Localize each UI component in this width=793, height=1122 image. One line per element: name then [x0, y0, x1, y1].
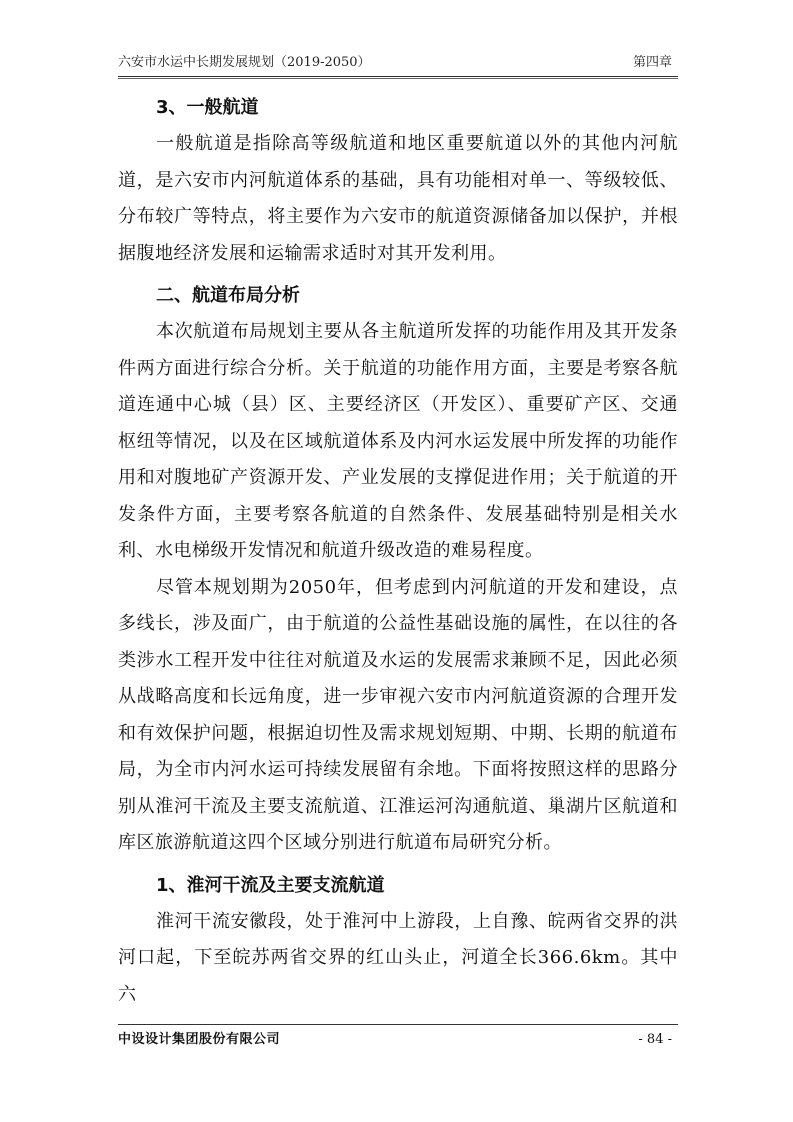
page-footer: [118, 1028, 678, 1052]
page-number: - 84 -: [638, 1032, 672, 1047]
paragraph: 一般航道是指除高等级航道和地区重要航道以外的其他内河航道，是六安市内河航道体系的基础，具有功能相对单一、等级较低、分布较广等特点，将主要作为六安市的航道资源储备加以保护，并根据腹地经济发展和运输需求适时对其开发利用。: [118, 133, 678, 264]
page-header: [118, 52, 676, 74]
chapter-label: 第四章: [632, 55, 672, 70]
page-body: [118, 90, 678, 1013]
section-heading-general-channel: 3、一般航道: [156, 97, 259, 118]
paragraph: 本次航道布局规划主要从各主航道所发挥的功能作用及其开发条件两方面进行综合分析。关于航道的功能作用方面，主要是考察各航道连通中心城（县）区、主要经济区（开发区）、重要矿产区、交通枢纽等情况，以及在区域航道体系及内河水运发展中所发挥的功能作用和对腹地矿产资源开发、产业发展的支撑促进作用；关于航道的开发条件方面，主要考察各航道的自然条件、发展基础特别是相关水利、水电梯级开发情况和航道升级改造的难易程度。: [118, 321, 678, 561]
paragraph: 尽管本规划期为2050年，但考虑到内河航道的开发和建设，点多线长，涉及面广，由于航道的公益性基础设施的属性，在以往的各类涉水工程开发中往往对航道及水运的发展需求兼顾不足，因此必须从战略高度和长远角度，进一步审视六安市内河航道资源的合理开发和有效保护问题，根据迫切性及需求规划短期、中期、长期的航道布局，为全市内河水运可持续发展留有余地。下面将按照这样的思路分别从淮河干流及主要支流航道、江淮运河沟通航道、巢湖片区航道和库区旅游航道这四个区域分别进行航道布局研究分析。: [118, 576, 678, 853]
paragraph: 淮河干流安徽段，处于淮河中上游段，上自豫、皖两省交界的洪河口起，下至皖苏两省交界的红山头止，河道全长366.6km。其中六: [118, 910, 678, 1005]
section-heading-channel-layout: 二、航道布局分析: [156, 285, 300, 306]
section-heading-huai-river: 1、淮河干流及主要支流航道: [156, 874, 385, 896]
document-title: 六安市水运中长期发展规划（2019-2050）: [118, 55, 371, 70]
header-divider: [118, 76, 678, 77]
company-name: 中设设计集团股份有限公司: [118, 1032, 281, 1047]
footer-divider: [118, 1024, 678, 1025]
header-divider-thin: [118, 78, 678, 79]
